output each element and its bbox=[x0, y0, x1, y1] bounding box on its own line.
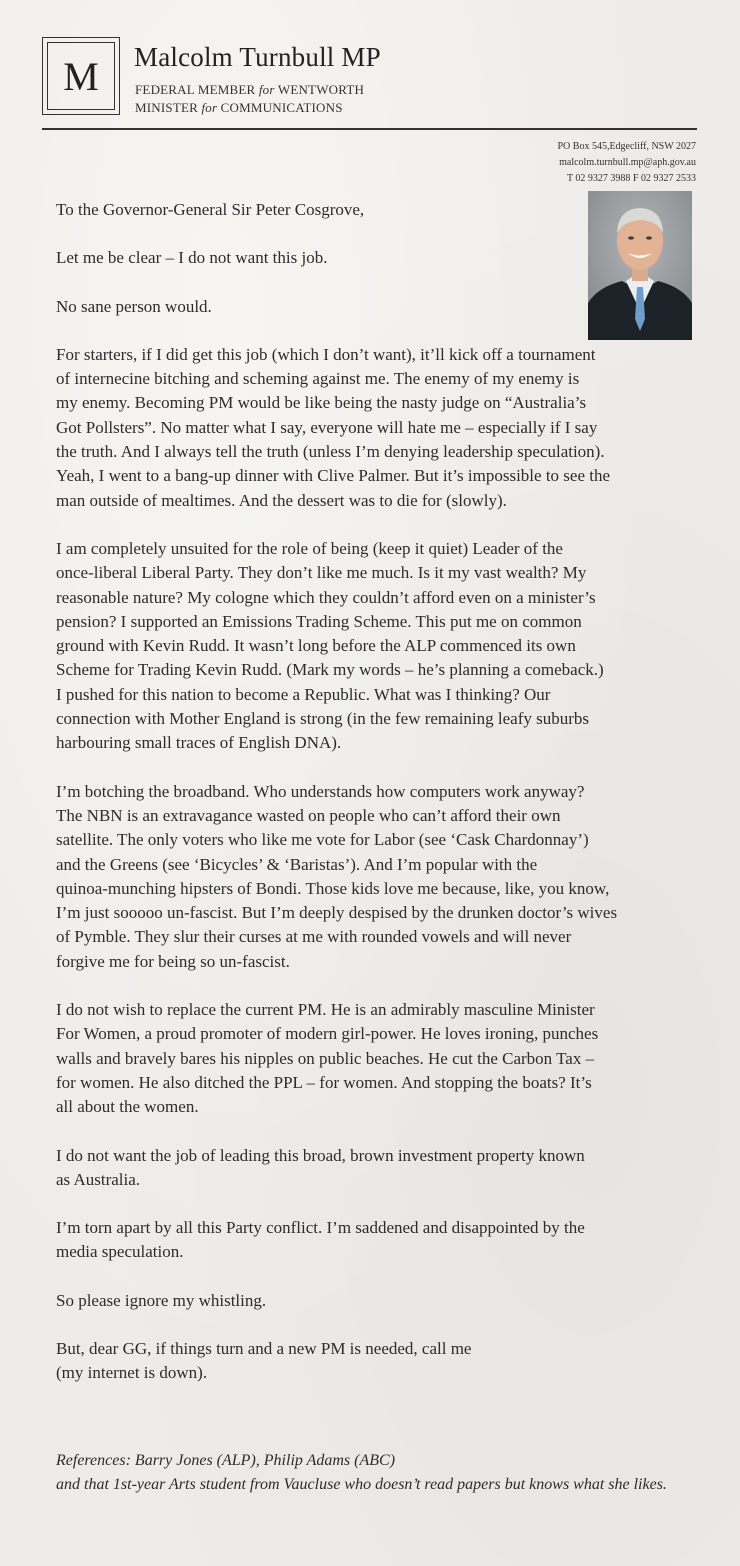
paragraph-8-line: I’m torn apart by all this Party conflict. I’m saddened and disappointed by the bbox=[56, 1218, 585, 1238]
salutation: To the Governor-General Sir Peter Cosgrove, bbox=[56, 200, 365, 219]
paragraph-4-line: reasonable nature? My cologne which they couldn’t afford even on a minister’s bbox=[56, 587, 596, 607]
paragraph-5-line: satellite. The only voters who like me vote for Labor (see ‘Cask Chardonnay’) bbox=[56, 830, 589, 850]
references bbox=[56, 1449, 716, 1497]
paragraph-4-line: Scheme for Trading Kevin Rudd. (Mark my words – he’s planning a comeback.) bbox=[56, 660, 604, 680]
letterhead-name: Malcolm Turnbull MP bbox=[134, 42, 381, 72]
paragraph-7-line: as Australia. bbox=[56, 1169, 141, 1189]
paragraph-5-line: of Pymble. They slur their curses at me with rounded vowels and will never bbox=[56, 927, 572, 947]
paragraph-3-line: my enemy. Becoming PM would be like being the nasty judge on “Australia’s bbox=[56, 393, 587, 413]
paragraph-9: So please ignore my whistling. bbox=[56, 1290, 267, 1310]
paragraph-6 bbox=[56, 998, 706, 1119]
paragraph-4-line: harbouring small traces of English DNA). bbox=[56, 733, 342, 753]
paragraph-4-line: once-liberal Liberal Party. They don’t like me much. Is it my vast wealth? My bbox=[56, 563, 587, 583]
paragraph-5-line: forgive me for being so un-fascist. bbox=[56, 951, 290, 971]
paragraph-5-line: and the Greens (see ‘Bicycles’ & ‘Baristas’). And I’m popular with the bbox=[56, 854, 538, 874]
contact-block bbox=[557, 139, 696, 187]
paragraph-3-line: man outside of mealtimes. And the dessert was to die for (slowly). bbox=[56, 490, 507, 510]
letterhead-title-minister: MINISTER for COMMUNICATIONS bbox=[135, 100, 343, 115]
contact-phones: T 02 9327 3988 F 02 9327 2533 bbox=[567, 173, 696, 184]
letterhead-title-member: FEDERAL MEMBER for WENTWORTH bbox=[135, 82, 365, 97]
paragraph-5-line: I’m botching the broadband. Who understands how computers work anyway? bbox=[56, 781, 585, 801]
paragraph-4-line: I am completely unsuited for the role of being (keep it quiet) Leader of the bbox=[56, 538, 563, 558]
paragraph-4-line: I pushed for this nation to become a Republic. What was I thinking? Our bbox=[56, 684, 551, 704]
paragraph-4-line: ground with Kevin Rudd. It wasn’t long before the ALP commenced its own bbox=[56, 636, 576, 656]
paragraph-5 bbox=[56, 780, 706, 974]
header-divider bbox=[42, 128, 697, 130]
paragraph-7-line: I do not want the job of leading this broad, brown investment property known bbox=[56, 1145, 585, 1165]
paragraph-5-line: quinoa-munching hipsters of Bondi. Those kids love me because, like, you know, bbox=[56, 878, 610, 898]
paragraph-7 bbox=[56, 1144, 706, 1193]
paragraph-6-line: For Women, a proud promoter of modern girl-power. He loves ironing, punches bbox=[56, 1024, 599, 1044]
paragraph-10-line: (my internet is down). bbox=[56, 1363, 208, 1383]
monogram-logo bbox=[42, 37, 120, 115]
contact-address: PO Box 545,Edgecliff, NSW 2027 bbox=[557, 141, 696, 152]
paragraph-8 bbox=[56, 1216, 706, 1265]
paragraph-4 bbox=[56, 537, 706, 756]
paragraph-8-line: media speculation. bbox=[56, 1242, 184, 1262]
paragraph-3-line: Yeah, I went to a bang-up dinner with Clive Palmer. But it’s impossible to see the bbox=[56, 466, 611, 486]
letter-body bbox=[56, 198, 706, 1386]
references-line-2: and that 1st-year Arts student from Vaucluse who doesn’t read papers but knows what she likes. bbox=[56, 1476, 667, 1493]
paragraph-6-line: all about the women. bbox=[56, 1097, 199, 1117]
references-line-1: References: Barry Jones (ALP), Philip Adams (ABC) bbox=[56, 1452, 396, 1469]
paragraph-10 bbox=[56, 1337, 706, 1386]
paragraph-4-line: pension? I supported an Emissions Trading Scheme. This put me on common bbox=[56, 611, 582, 631]
paragraph-1: Let me be clear – I do not want this job. bbox=[56, 248, 328, 268]
paragraph-3-line: of internecine bitching and scheming against me. The enemy of my enemy is bbox=[56, 369, 580, 389]
paragraph-4-line: connection with Mother England is strong (in the few remaining leafy suburbs bbox=[56, 709, 590, 729]
contact-email: malcolm.turnbull.mp@aph.gov.au bbox=[559, 157, 696, 168]
paragraph-2: No sane person would. bbox=[56, 296, 212, 316]
paragraph-3 bbox=[56, 343, 706, 513]
paragraph-3-line: Got Pollsters”. No matter what I say, everyone will hate me – especially if I say bbox=[56, 417, 598, 437]
paragraph-3-line: For starters, if I did get this job (which I don’t want), it’ll kick off a tournament bbox=[56, 344, 596, 364]
paragraph-5-line: The NBN is an extravagance wasted on people who can’t afford their own bbox=[56, 805, 561, 825]
paragraph-6-line: I do not wish to replace the current PM. He is an admirably masculine Minister bbox=[56, 1000, 595, 1020]
monogram-letter: M bbox=[47, 42, 115, 110]
paragraph-5-line: I’m just sooooo un-fascist. But I’m deeply despised by the drunken doctor’s wives bbox=[56, 903, 618, 923]
paragraph-6-line: walls and bravely bares his nipples on public beaches. He cut the Carbon Tax – bbox=[56, 1048, 595, 1068]
paragraph-6-line: for women. He also ditched the PPL – for women. And stopping the boats? It’s bbox=[56, 1072, 592, 1092]
paragraph-3-line: the truth. And I always tell the truth (unless I’m denying leadership speculation). bbox=[56, 442, 605, 462]
paragraph-10-line: But, dear GG, if things turn and a new PM is needed, call me bbox=[56, 1338, 472, 1358]
